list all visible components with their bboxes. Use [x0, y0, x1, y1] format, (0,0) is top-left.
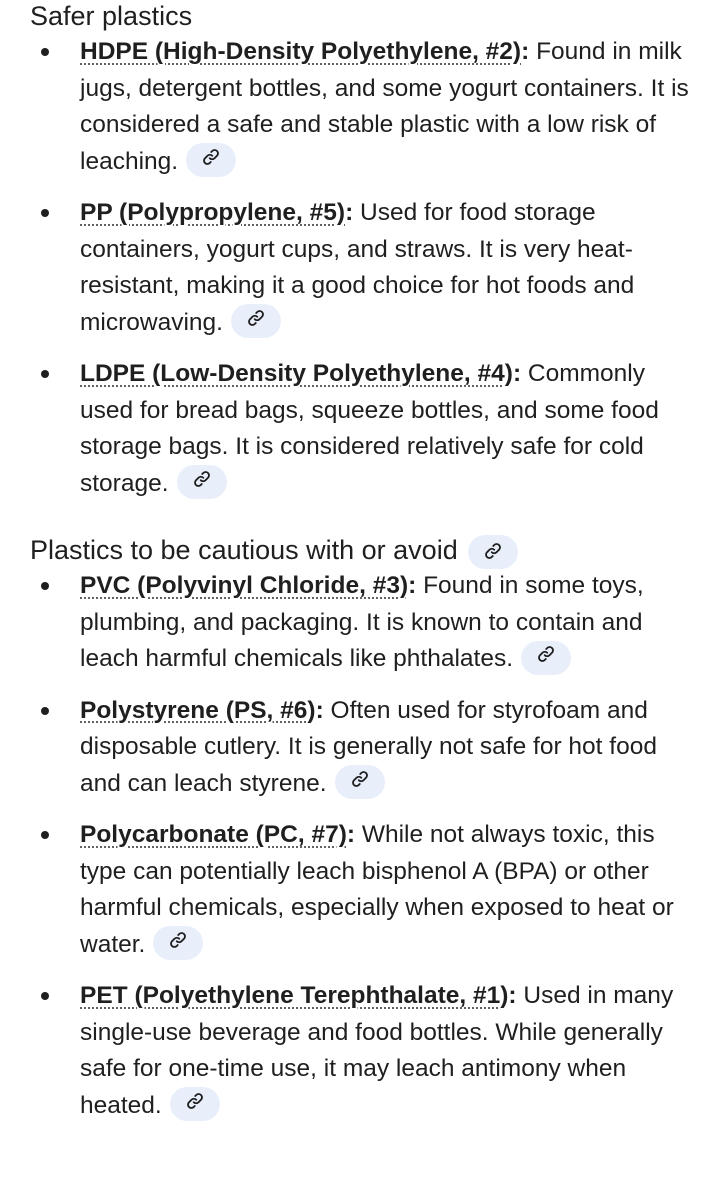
link-icon [536, 639, 556, 676]
bullet-icon [41, 992, 49, 1000]
safer-plastics-list [30, 34, 697, 502]
link-icon [168, 925, 188, 962]
section-heading-safer-plastics [30, 0, 697, 34]
list-item [30, 356, 697, 502]
item-description: Used for food storage containers, yogurt cups, and straws. It is very heat-resistant, making it a good choice for hot foods and microwaving. [80, 199, 635, 336]
link-icon [185, 1086, 205, 1123]
list-item [30, 195, 697, 341]
term-link[interactable]: PVC (Polyvinyl Chloride, #3) [80, 572, 409, 599]
item-description: Found in some toys, plumbing, and packaging. It is known to contain and leach harmful chemicals like phthalates. [80, 572, 644, 672]
term-colon: : [345, 199, 354, 226]
term-link[interactable]: LDPE (Low-Density Polyethylene, #4) [80, 360, 513, 387]
term-link[interactable]: PP (Polypropylene, #5) [80, 199, 346, 226]
source-link-button[interactable] [521, 641, 571, 675]
term-colon: : [315, 696, 324, 724]
term-colon: : [512, 360, 522, 387]
term-colon: : [508, 982, 517, 1009]
cautious-plastics-list [30, 568, 697, 1124]
item-description: Used in many single-use beverage and food bottles. While generally safe for one-time use, it may leach antimony when heated. [80, 982, 674, 1119]
source-link-button[interactable] [153, 926, 203, 960]
item-description: Often used for styrofoam and disposable cutlery. It is generally not safe for hot food and can leach styrene. [80, 696, 657, 797]
term-colon: : [521, 38, 530, 65]
heading-source-link-button[interactable] [468, 535, 518, 569]
link-icon [192, 464, 212, 501]
term-colon: : [408, 572, 417, 599]
item-description: While not always toxic, this type can potentially leach bisphenol A (BPA) or other harmful chemicals, especially when exposed to heat or water. [80, 821, 674, 958]
source-link-button[interactable] [170, 1087, 220, 1121]
bullet-icon [41, 707, 49, 715]
link-icon [350, 764, 370, 801]
link-icon [483, 534, 503, 570]
section-heading-text: Plastics to be cautious with or avoid [30, 535, 458, 565]
source-link-button[interactable] [231, 304, 281, 338]
bullet-icon [41, 209, 49, 217]
term-link[interactable]: PET (Polyethylene Terephthalate, #1) [80, 982, 509, 1009]
term-link[interactable]: HDPE (High-Density Polyethylene, #2) [80, 38, 522, 65]
bullet-icon [41, 831, 49, 839]
term-link[interactable]: Polystyrene (PS, #6) [80, 696, 316, 724]
term-colon: : [346, 821, 356, 848]
link-icon [246, 303, 266, 340]
link-icon [201, 142, 221, 179]
list-item [30, 34, 697, 180]
item-description: Commonly used for bread bags, squeeze bottles, and some food storage bags. It is considered relatively safe for cold storage. [80, 360, 659, 497]
source-link-button[interactable] [177, 465, 227, 499]
list-item [30, 817, 697, 963]
item-description: Found in milk jugs, detergent bottles, and some yogurt containers. It is considered a safe and stable plastic with a low risk of leaching. [80, 38, 689, 175]
term-link[interactable]: Polycarbonate (PC, #7) [80, 821, 347, 848]
bullet-icon [41, 48, 49, 56]
source-link-button[interactable] [335, 765, 385, 799]
list-item [30, 568, 697, 678]
bullet-icon [41, 582, 49, 590]
list-item [30, 978, 697, 1124]
list-item [30, 693, 697, 803]
source-link-button[interactable] [186, 143, 236, 177]
section-heading-cautious-plastics [30, 532, 697, 568]
bullet-icon [41, 370, 49, 378]
section-heading-text: Safer plastics [30, 1, 193, 31]
